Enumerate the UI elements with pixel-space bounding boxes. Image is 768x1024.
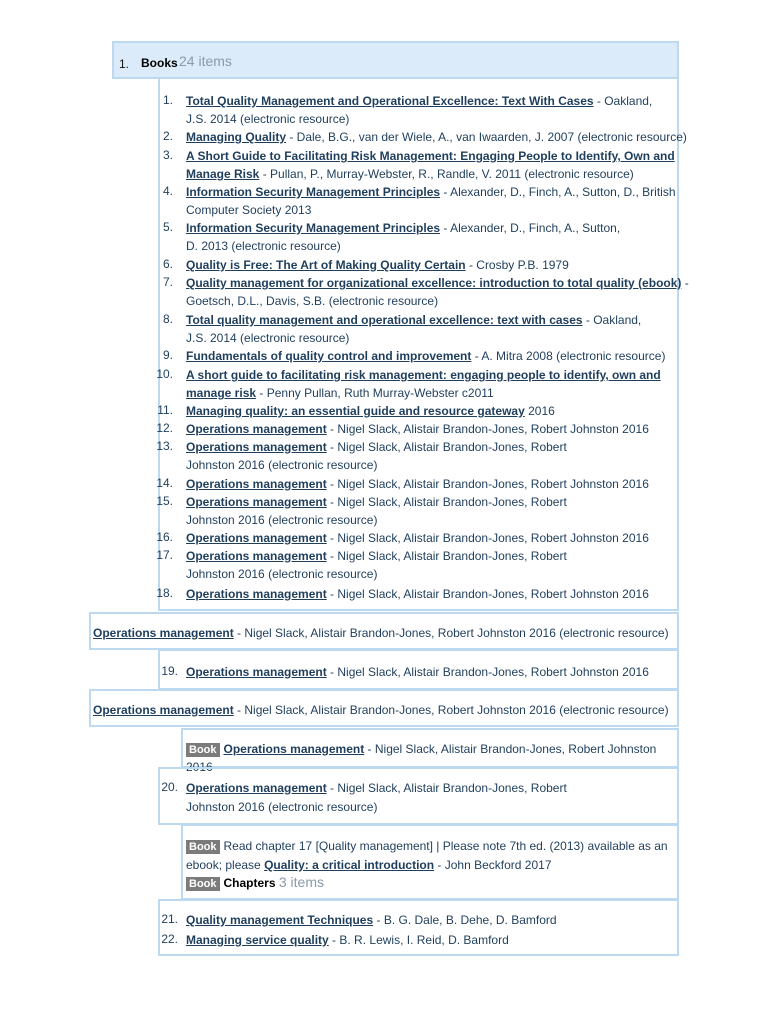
section-title: Books bbox=[141, 56, 178, 70]
resource-citation: - Nigel Slack, Alistair Brandon-Jones, Robert Johnston 2016 bbox=[326, 422, 649, 436]
resource-link[interactable]: Operations management bbox=[223, 742, 365, 756]
list-item-cont bbox=[186, 201, 311, 219]
resource-link[interactable]: Quality is Free: The Art of Making Quality Certain bbox=[186, 258, 466, 272]
resource-link[interactable]: Operations management bbox=[186, 665, 327, 679]
item-number: 17. bbox=[156, 548, 173, 562]
resource-link-cont[interactable]: manage risk bbox=[186, 386, 257, 400]
list-item-cont bbox=[186, 329, 349, 347]
list-item bbox=[186, 147, 675, 165]
list-item bbox=[186, 347, 665, 365]
resource-citation: - Nigel Slack, Alistair Brandon-Jones, Robert bbox=[326, 549, 567, 563]
list-item-cont bbox=[186, 565, 377, 583]
resource-citation: - B. R. Lewis, I. Reid, D. Bamford bbox=[328, 933, 509, 947]
resource-link[interactable]: Operations management bbox=[93, 703, 234, 717]
section-number: 1. bbox=[119, 57, 130, 71]
resource-citation: - Nigel Slack, Alistair Brandon-Jones, Robert Johnston 2016 (electronic resource) bbox=[233, 626, 669, 640]
item-number: 3. bbox=[162, 148, 173, 162]
item-number: 10. bbox=[156, 367, 173, 381]
resource-link[interactable]: Operations management bbox=[186, 422, 327, 436]
resource-link[interactable]: Operations management bbox=[186, 781, 327, 795]
book-badge: Book bbox=[186, 743, 220, 757]
resource-link[interactable]: Operations management bbox=[93, 626, 234, 640]
list-item bbox=[186, 438, 567, 456]
resource-link[interactable]: Fundamentals of quality control and improvement bbox=[186, 349, 472, 363]
list-item bbox=[186, 183, 676, 201]
list-item-cont bbox=[186, 237, 341, 255]
resource-link[interactable]: Managing Quality bbox=[186, 130, 287, 144]
resource-citation: 2016 bbox=[524, 404, 555, 418]
list-item bbox=[186, 128, 687, 146]
list-item bbox=[186, 366, 661, 384]
list-item bbox=[186, 402, 555, 420]
resource-citation: - Crosby P.B. 1979 bbox=[465, 258, 569, 272]
resource-citation: - Nigel Slack, Alistair Brandon-Jones, Robert Johnston 2016 bbox=[326, 665, 649, 679]
item-number: 14. bbox=[156, 476, 173, 490]
resource-citation: - Nigel Slack, Alistair Brandon-Jones, Robert bbox=[326, 495, 567, 509]
resource-citation-cont: Johnston 2016 (electronic resource) bbox=[186, 458, 378, 472]
item-number: 22. bbox=[161, 932, 178, 946]
book-badge: Book bbox=[186, 877, 220, 891]
book-resource-row bbox=[181, 728, 679, 774]
list-item-cont bbox=[186, 292, 438, 310]
resource-citation: - Nigel Slack, Alistair Brandon-Jones, Robert bbox=[326, 781, 567, 795]
item-number: 19. bbox=[161, 664, 178, 678]
books-section-header[interactable] bbox=[112, 41, 679, 79]
note-text: Read chapter 17 [Quality management] | Please note 7th ed. (2013) available as an bbox=[223, 839, 668, 853]
resource-link[interactable]: Operations management bbox=[186, 477, 327, 491]
resource-link[interactable]: Operations management bbox=[186, 587, 327, 601]
resource-citation: - Alexander, D., Finch, A., Sutton, bbox=[440, 221, 621, 235]
resource-link[interactable]: Total Quality Management and Operational Excellence: Text With Cases bbox=[186, 94, 594, 108]
resource-link[interactable]: Operations management bbox=[186, 440, 327, 454]
wide-resource-row-2 bbox=[89, 689, 679, 727]
list-item bbox=[186, 92, 652, 110]
resource-citation: - Oakland, bbox=[593, 94, 653, 108]
list-item-cont bbox=[186, 384, 494, 402]
item-number: 8. bbox=[162, 312, 173, 326]
resource-link[interactable]: A Short Guide to Facilitating Risk Management: Engaging People to Identify, Own and bbox=[186, 149, 675, 163]
resource-citation: - John Beckford 2017 bbox=[434, 858, 552, 872]
resource-citation: - bbox=[681, 276, 689, 290]
resource-citation: - Oakland, bbox=[582, 313, 642, 327]
resource-citation-cont: Johnston 2016 (electronic resource) bbox=[186, 800, 378, 814]
resource-link[interactable]: Quality: a critical introduction bbox=[264, 858, 435, 872]
list-item bbox=[186, 311, 641, 329]
chapters-count: 3 items bbox=[278, 874, 324, 890]
list-item bbox=[186, 420, 649, 438]
item-number: 7. bbox=[162, 275, 173, 289]
resource-citation: - Nigel Slack, Alistair Brandon-Jones, Robert Johnston 2016 (electronic resource) bbox=[233, 703, 669, 717]
resource-link[interactable]: Operations management bbox=[186, 531, 327, 545]
resource-citation-cont: Johnston 2016 (electronic resource) bbox=[186, 513, 378, 527]
book-badge: Book bbox=[186, 840, 220, 854]
resource-citation-cont: - Pullan, P., Murray-Webster, R., Randle, V. 2011 (electronic resource) bbox=[259, 167, 634, 181]
resource-link[interactable]: Quality management Techniques bbox=[186, 913, 374, 927]
item-number: 1. bbox=[162, 93, 173, 107]
chapters-title[interactable]: Chapters bbox=[223, 876, 276, 890]
resource-citation: - Dale, B.G., van der Wiele, A., van Iwaarden, J. 2007 (electronic resource) bbox=[286, 130, 687, 144]
resource-citation: - B. G. Dale, B. Dehe, D. Bamford bbox=[373, 913, 557, 927]
list-items-21-22 bbox=[158, 899, 679, 956]
resource-citation: - Nigel Slack, Alistair Brandon-Jones, Robert Johnston 2016 bbox=[186, 742, 657, 774]
resource-link[interactable]: Managing quality: an essential guide and resource gateway bbox=[186, 404, 525, 418]
resource-link[interactable]: A short guide to facilitating risk management: engaging people to identify, own and bbox=[186, 368, 661, 382]
list-item bbox=[186, 529, 649, 547]
item-number: 11. bbox=[157, 403, 173, 417]
item-number: 16. bbox=[156, 530, 173, 544]
resource-link[interactable]: Information Security Management Principles bbox=[186, 185, 441, 199]
list-item bbox=[186, 256, 569, 274]
list-item bbox=[186, 547, 567, 565]
list-item-cont bbox=[186, 110, 349, 128]
resource-citation: - Nigel Slack, Alistair Brandon-Jones, Robert Johnston 2016 bbox=[326, 587, 649, 601]
list-item-cont bbox=[186, 456, 377, 474]
resource-link[interactable]: Managing service quality bbox=[186, 933, 329, 947]
resource-link[interactable]: Total quality management and operational excellence: text with cases bbox=[186, 313, 583, 327]
resource-link[interactable]: Operations management bbox=[186, 495, 327, 509]
resource-link[interactable]: Information Security Management Principles bbox=[186, 221, 441, 235]
resource-citation-cont: Johnston 2016 (electronic resource) bbox=[186, 567, 378, 581]
item-number: 9. bbox=[162, 348, 173, 362]
resource-citation-cont: Computer Society 2013 bbox=[186, 203, 312, 217]
list-item-20 bbox=[158, 767, 679, 825]
list-item-cont bbox=[186, 165, 634, 183]
item-number: 21. bbox=[161, 912, 178, 926]
resource-citation: - Nigel Slack, Alistair Brandon-Jones, Robert Johnston 2016 bbox=[326, 477, 649, 491]
list-item-19 bbox=[158, 649, 679, 690]
resource-citation: - A. Mitra 2008 (electronic resource) bbox=[471, 349, 666, 363]
list-item bbox=[186, 219, 620, 237]
list-item bbox=[186, 475, 649, 493]
item-number: 5. bbox=[162, 220, 173, 234]
resource-link[interactable]: Operations management bbox=[186, 549, 327, 563]
item-number: 13. bbox=[156, 439, 173, 453]
item-number: 20. bbox=[161, 780, 178, 794]
item-number: 12. bbox=[156, 421, 173, 435]
list-item bbox=[186, 585, 649, 603]
reading-note-box bbox=[181, 824, 679, 900]
list-item bbox=[186, 274, 689, 292]
resource-citation-cont: J.S. 2014 (electronic resource) bbox=[186, 112, 350, 126]
list-item-cont bbox=[186, 511, 377, 529]
item-number: 6. bbox=[162, 257, 173, 271]
resource-citation-cont: Goetsch, D.L., Davis, S.B. (electronic resource) bbox=[186, 294, 439, 308]
item-number: 18. bbox=[156, 586, 173, 600]
section-item-count: 24 items bbox=[179, 53, 232, 69]
item-number: 2. bbox=[162, 129, 173, 143]
item-number: 15. bbox=[156, 494, 173, 508]
resource-citation: - Alexander, D., Finch, A., Sutton, D., British bbox=[440, 185, 676, 199]
note-text-cont: ebook; please bbox=[186, 858, 265, 872]
list-item bbox=[186, 493, 567, 511]
resource-link-cont[interactable]: Manage Risk bbox=[186, 167, 260, 181]
item-number: 4. bbox=[162, 184, 173, 198]
resource-link[interactable]: Quality management for organizational excellence: introduction to total quality (ebook) bbox=[186, 276, 682, 290]
wide-resource-row-1 bbox=[89, 612, 679, 650]
resource-citation: - Nigel Slack, Alistair Brandon-Jones, Robert bbox=[326, 440, 567, 454]
resource-citation-cont: - Penny Pullan, Ruth Murray-Webster c2011 bbox=[256, 386, 494, 400]
resource-citation-cont: J.S. 2014 (electronic resource) bbox=[186, 331, 350, 345]
resource-citation: - Nigel Slack, Alistair Brandon-Jones, Robert Johnston 2016 bbox=[326, 531, 649, 545]
resource-citation-cont: D. 2013 (electronic resource) bbox=[186, 239, 341, 253]
